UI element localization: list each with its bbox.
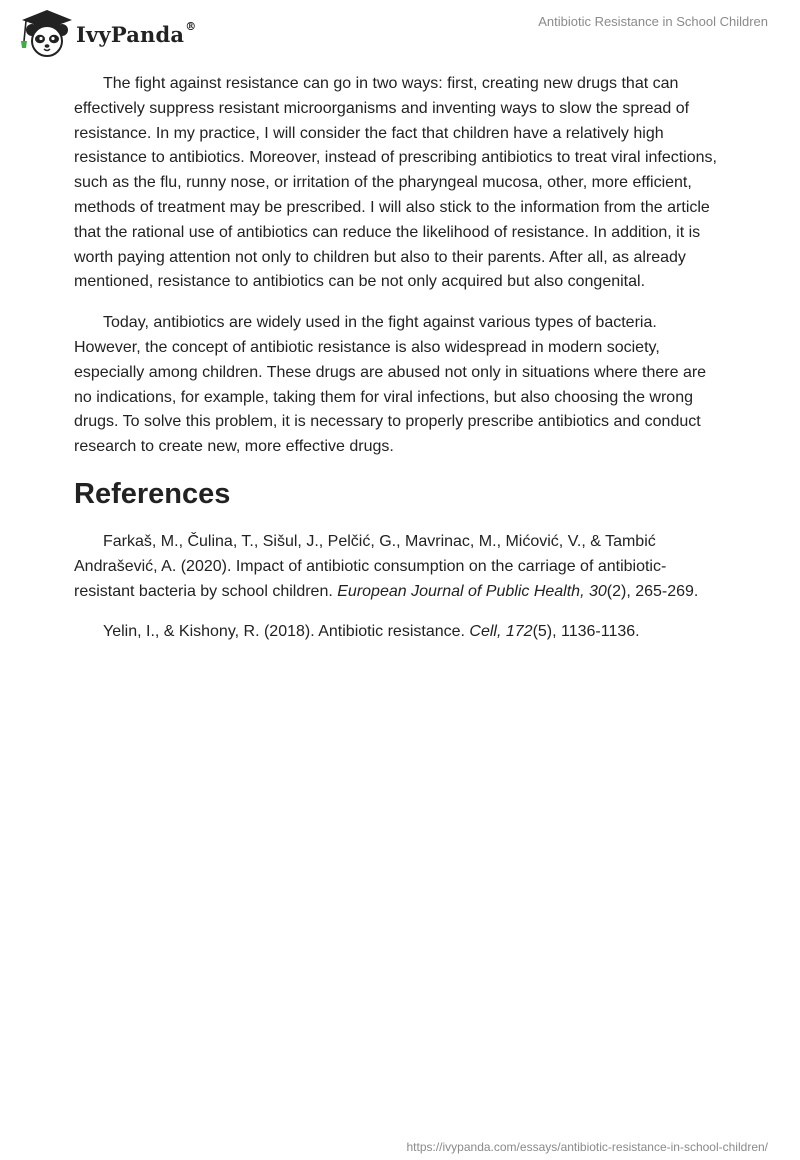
reference-entry [74,620,726,645]
reference-entry [74,530,726,604]
reference-details: (5), 1136-1136. [532,623,640,641]
brand-name: IvyPanda® [76,19,197,47]
page-header [0,0,800,70]
brand-logo[interactable] [14,8,196,58]
references-heading: References [74,477,231,510]
body-paragraph: The fight against resistance can go in two ways: first, creating new drugs that can effectively suppress resistant microorganisms and inventing ways to slow the spread of resistance. In my practice, I will consider the fact that children have a relatively high resistance to antibiotics. Moreover, instead of prescribing antibiotics to treat viral infections, such as the flu, runny nose, or irritation of the pharyngeal mucosa, other, more efficient, methods of treatment may be prescribed. I will also stick to the information from the article that the rational use of antibiotics can reduce the likelihood of resistance. In addition, it is worth paying attention not only to children but also to their parents. After all, as already mentioned, resistance to antibiotics can be not only acquired but also congenital. [74,75,717,291]
panda-graduate-icon [14,8,74,58]
reference-journal: European Journal of Public Health, 30 [337,582,607,600]
reference-authors: Farkaš, M., Čulina, T., Sišul, J., Pelčić, G., Mavrinac, M., Mićović, V., & Tambić Andrašević, A. (2020). Impact of antibiotic consumption on the carriage of antibiotic-resistant bacteria by school children. [74,532,667,600]
reference-journal: Cell, 172 [469,623,533,641]
body-paragraph: Today, antibiotics are widely used in the fight against various types of bacteria. However, the concept of antibiotic resistance is also widespread in modern society, especially among children. These drugs are abused not only in situations where there are no indications, for example, taking them for viral infections, but also choosing the wrong drugs. To solve this problem, it is necessary to properly prescribe antibiotics and conduct research to create new, more effective drugs. [74,314,707,456]
registered-mark: ® [185,19,197,33]
document-body [74,72,726,661]
source-url-link[interactable]: https://ivypanda.com/essays/antibiotic-resistance-in-school-children/ [406,1140,768,1154]
document-title: Antibiotic Resistance in School Children [538,14,768,29]
reference-details: (2), 265-269. [606,582,699,600]
reference-authors: Yelin, I., & Kishony, R. (2018). Antibiotic resistance. [103,623,470,641]
